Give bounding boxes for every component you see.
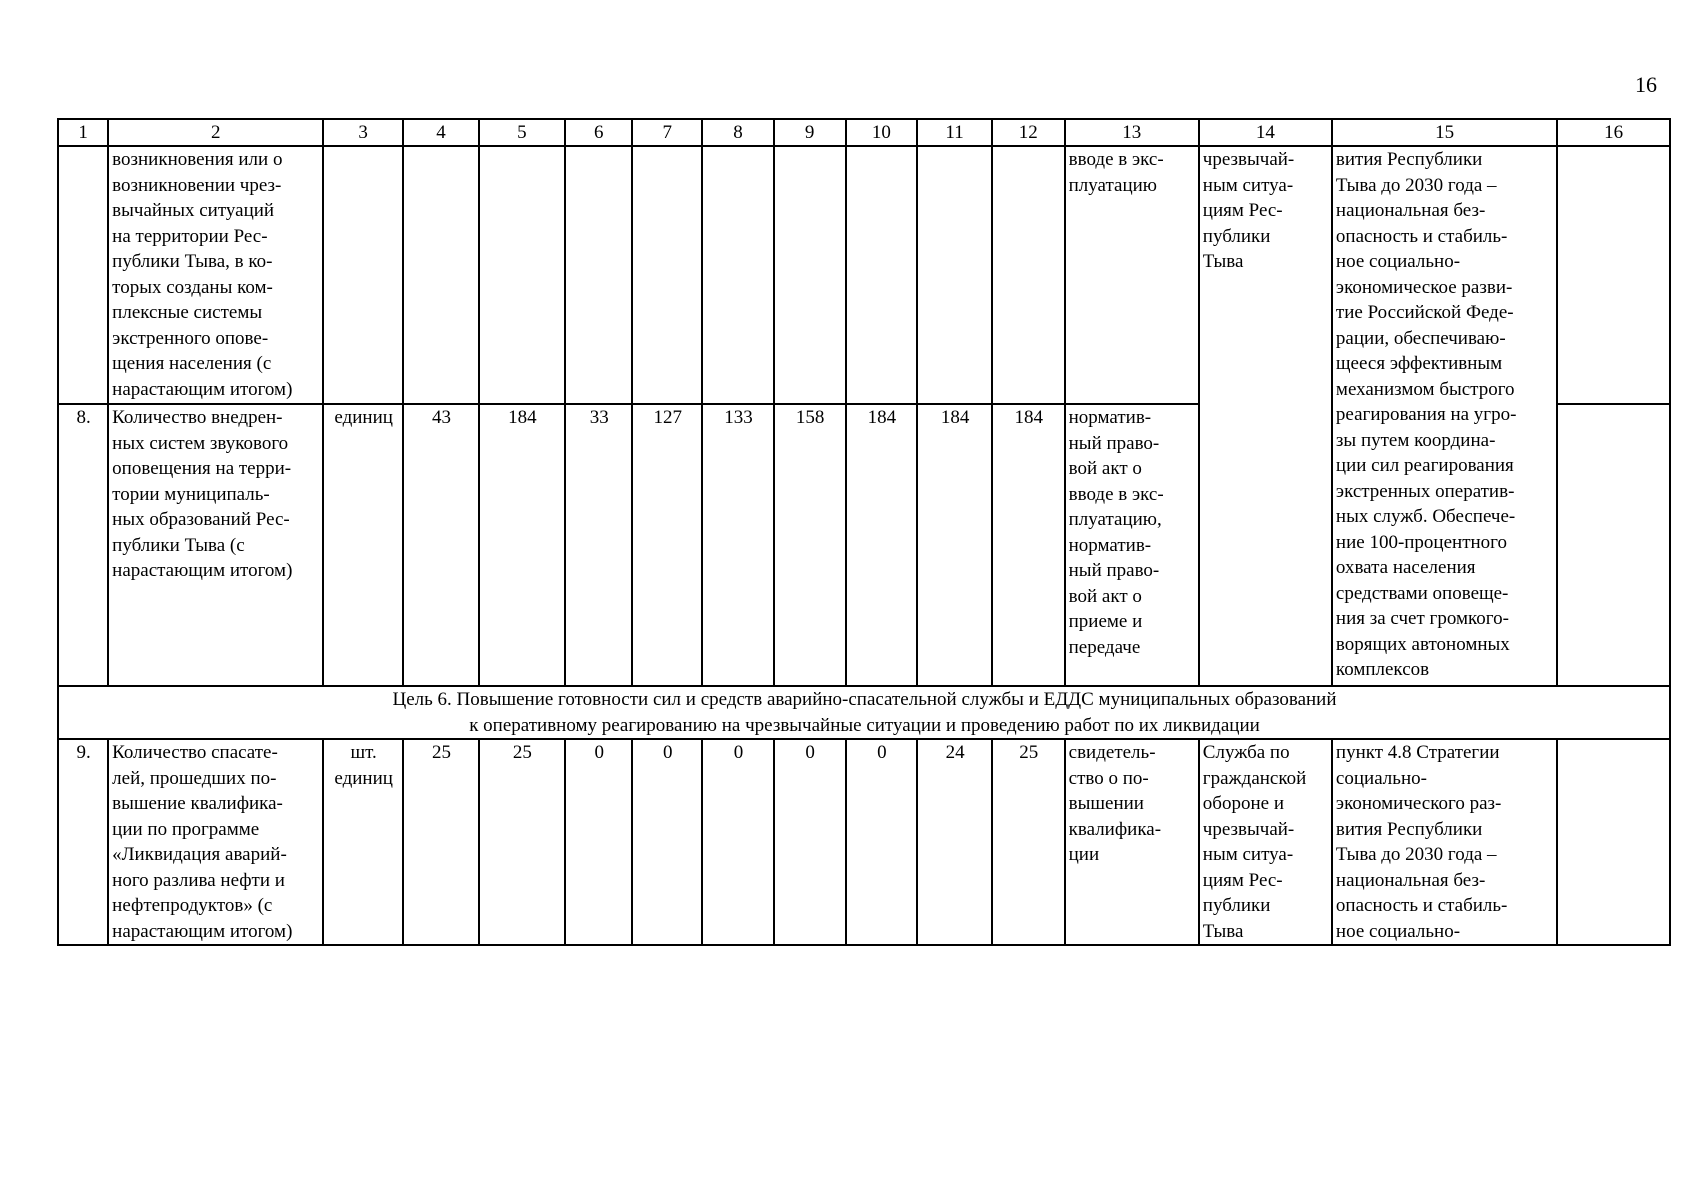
column-number: 3 <box>323 119 403 146</box>
value-cell: 33 <box>565 404 633 686</box>
column-number: 4 <box>403 119 479 146</box>
document-cell: вводе в экс- плуатацию <box>1065 146 1199 404</box>
value-cell <box>774 146 846 404</box>
value-cell <box>846 146 918 404</box>
notes-cell <box>1557 404 1670 686</box>
column-number: 15 <box>1332 119 1557 146</box>
page-number: 16 <box>1635 72 1657 97</box>
unit-cell <box>323 146 403 404</box>
column-number: 8 <box>702 119 774 146</box>
value-cell: 0 <box>632 739 702 945</box>
value-cell <box>917 146 992 404</box>
column-number: 11 <box>917 119 992 146</box>
unit-cell: единиц <box>323 404 403 686</box>
value-cell: 127 <box>632 404 702 686</box>
value-cell: 25 <box>992 739 1065 945</box>
table-row <box>58 739 1670 945</box>
value-cell: 184 <box>917 404 992 686</box>
goal-heading: Цель 6. Повышение готовности сил и средств аварийно-спасательной службы и ЕДДС муниципальных образований к оперативному реагированию на чрезвычайные ситуации и проведению работ по их ликвидации <box>58 686 1670 739</box>
value-cell <box>992 146 1065 404</box>
table-row-continued <box>58 146 1670 404</box>
value-cell: 0 <box>565 739 633 945</box>
value-cell: 184 <box>846 404 918 686</box>
document-cell: свидетель- ство о по- вышении квалифика- ции <box>1065 739 1199 945</box>
value-cell: 24 <box>917 739 992 945</box>
column-number: 10 <box>846 119 918 146</box>
column-number: 5 <box>479 119 565 146</box>
indicator-name-cell: возникновения или о возникновении чрез- вычайных ситуаций на территории Рес- публики Тыва, в ко- торых созданы ком- плексные системы экстренного опове- щения населения (с нарастающим итогом) <box>108 146 323 404</box>
value-cell: 0 <box>774 739 846 945</box>
value-cell: 25 <box>479 739 565 945</box>
value-cell: 184 <box>992 404 1065 686</box>
column-number-row <box>58 119 1670 146</box>
value-cell: 0 <box>846 739 918 945</box>
indicators-table <box>57 118 1671 946</box>
value-cell: 133 <box>702 404 774 686</box>
column-number: 9 <box>774 119 846 146</box>
value-cell: 158 <box>774 404 846 686</box>
row-index-cell <box>58 146 108 404</box>
responsible-cell: чрезвычай- ным ситуа- циям Рес- публики Тыва <box>1199 146 1332 686</box>
indicator-name-cell: Количество внедрен- ных систем звукового оповещения на терри- тории муниципаль- ных образований Рес- публики Тыва (с нарастающим итогом) <box>108 404 323 686</box>
value-cell: 25 <box>403 739 479 945</box>
strategy-cell: вития Республики Тыва до 2030 года – национальная без- опасность и стабиль- ное социально- экономическое разви- тие Российской Феде- рации, обеспечиваю- щееся эффективным механизмом быстрого реагирования на угро- зы путем координа- ции сил реагирования экстренных оператив- ных служб. Обеспече- ние 100-процентного охвата населения средствами оповеще- ния за счет громкого- ворящих автономных комплексов <box>1332 146 1557 686</box>
notes-cell <box>1557 146 1670 404</box>
column-number: 12 <box>992 119 1065 146</box>
document-cell: норматив- ный право- вой акт о вводе в экс- плуатацию, норматив- ный право- вой акт о приеме и передаче <box>1065 404 1199 686</box>
column-number: 16 <box>1557 119 1670 146</box>
notes-cell <box>1557 739 1670 945</box>
responsible-cell: Служба по гражданской обороне и чрезвычай- ным ситуа- циям Рес- публики Тыва <box>1199 739 1332 945</box>
column-number: 7 <box>632 119 702 146</box>
column-number: 6 <box>565 119 633 146</box>
column-number: 1 <box>58 119 108 146</box>
column-number: 2 <box>108 119 323 146</box>
value-cell <box>702 146 774 404</box>
value-cell: 184 <box>479 404 565 686</box>
value-cell <box>479 146 565 404</box>
column-number: 13 <box>1065 119 1199 146</box>
row-index-cell: 9. <box>58 739 108 945</box>
strategy-cell: пункт 4.8 Стратегии социально- экономического раз- вития Республики Тыва до 2030 года – национальная без- опасность и стабиль- ное социально- <box>1332 739 1557 945</box>
value-cell <box>565 146 633 404</box>
column-number: 14 <box>1199 119 1332 146</box>
row-index-cell: 8. <box>58 404 108 686</box>
indicator-name-cell: Количество спасате- лей, прошедших по- вышение квалифика- ции по программе «Ликвидация аварий- ного разлива нефти и нефтепродуктов» (с нарастающим итогом) <box>108 739 323 945</box>
value-cell <box>403 146 479 404</box>
unit-cell: шт. единиц <box>323 739 403 945</box>
value-cell: 0 <box>702 739 774 945</box>
value-cell <box>632 146 702 404</box>
value-cell: 43 <box>403 404 479 686</box>
goal-row <box>58 686 1670 739</box>
